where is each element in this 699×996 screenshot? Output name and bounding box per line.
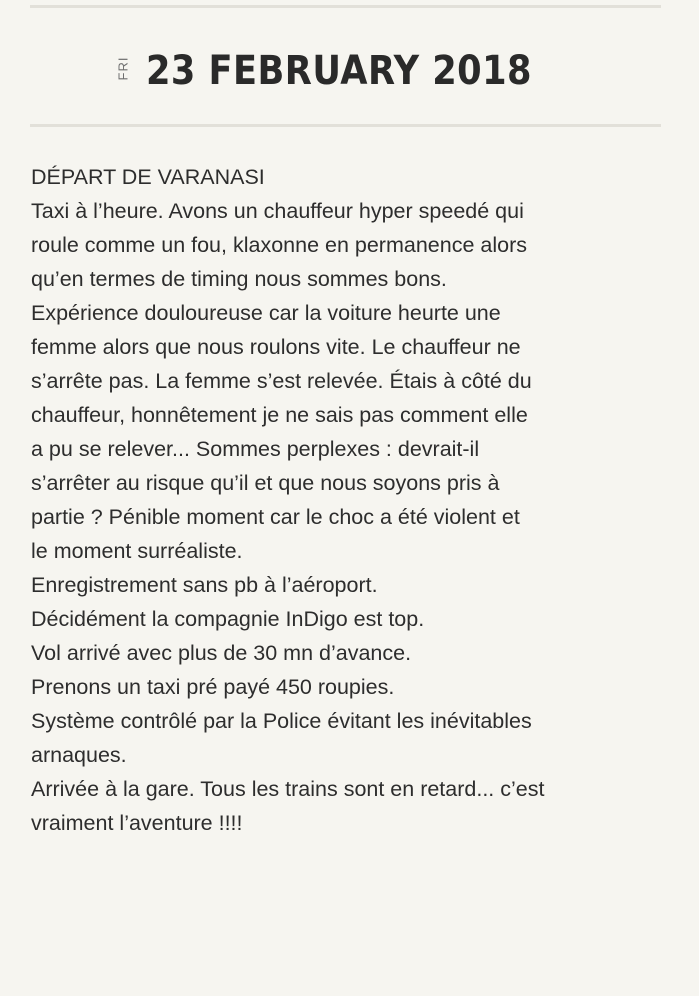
top-divider xyxy=(30,5,661,8)
weekday-label: FRI xyxy=(115,56,131,80)
date-header xyxy=(0,36,699,106)
entry-line: Taxi à l’heure. Avons un chauffeur hyper speedé qui xyxy=(31,199,524,223)
entry-line: qu’en termes de timing nous sommes bons. xyxy=(31,267,447,291)
entry-line: le moment surréaliste. xyxy=(31,539,243,563)
entry-line: roule comme un fou, klaxonne en permanence alors xyxy=(31,233,527,257)
entry-line: femme alors que nous roulons vite. Le chauffeur ne xyxy=(31,335,521,359)
entry-line: Prenons un taxi pré payé 450 roupies. xyxy=(31,675,395,699)
entry-line: Décidément la compagnie InDigo est top. xyxy=(31,607,425,631)
entry-heading: DÉPART DE VARANASI xyxy=(31,165,265,189)
journal-entry-body xyxy=(31,160,681,840)
entry-line: arnaques. xyxy=(31,743,127,767)
entry-line: Enregistrement sans pb à l’aéroport. xyxy=(31,573,378,597)
entry-line: Système contrôlé par la Police évitant les inévitables xyxy=(31,709,532,733)
entry-line: Arrivée à la gare. Tous les trains sont en retard... c’est xyxy=(31,777,545,801)
entry-line: chauffeur, honnêtement je ne sais pas comment elle xyxy=(31,403,528,427)
entry-line: vraiment l’aventure !!!! xyxy=(31,811,243,835)
header-divider xyxy=(30,124,661,127)
entry-line: Expérience douloureuse car la voiture heurte une xyxy=(31,301,501,325)
entry-date: 23 FEBRUARY 2018 xyxy=(146,48,533,94)
entry-line: s’arrêter au risque qu’il et que nous soyons pris à xyxy=(31,471,500,495)
entry-line: Vol arrivé avec plus de 30 mn d’avance. xyxy=(31,641,412,665)
entry-line: s’arrête pas. La femme s’est relevée. Étais à côté du xyxy=(31,369,532,393)
entry-line: a pu se relever... Sommes perplexes : devrait-il xyxy=(31,437,480,461)
entry-line: partie ? Pénible moment car le choc a été violent et xyxy=(31,505,520,529)
